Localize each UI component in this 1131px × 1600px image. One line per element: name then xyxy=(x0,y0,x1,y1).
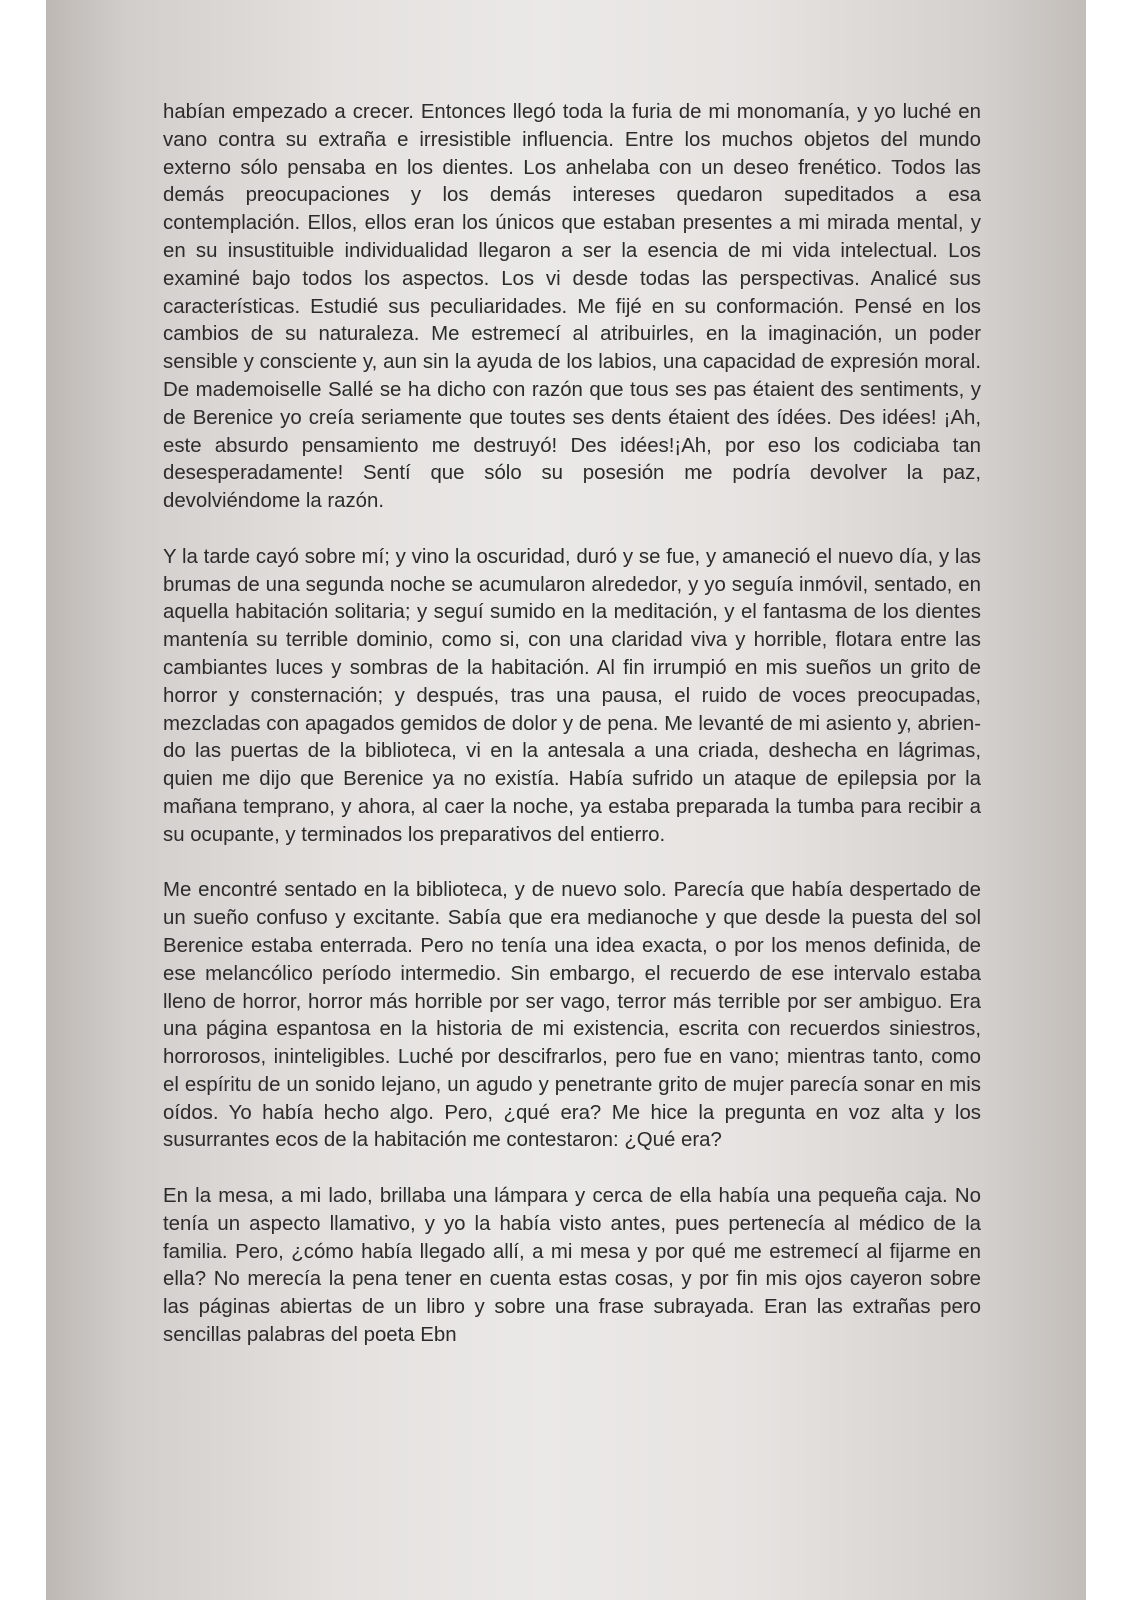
paragraph-3: Me encontré sentado en la biblioteca, y de nuevo solo. Parecía que había despertado de un sueño confuso y excitante. Sabía que era medianoche y que desde la puesta del sol Berenice estaba enterrada. Pero no tenía una idea exacta, o por los menos definida, de ese melancólico período intermedio. Sin embargo, el recuerdo de ese intervalo estaba lleno de horror, horror más horrible por ser vago, terror más terrible por ser ambiguo. Era una página espantosa en la historia de mi existencia, escrita con recuerdos siniestros, horrorosos, ininteligibles. Luché por descifrarlos, pero fue en vano; mientras tanto, como el espíritu de un sonido lejano, un agudo y penetrante grito de mujer parecía sonar en mis oídos. Yo había hecho algo. Pero, ¿qué era? Me hice la pregunta en voz alta y los susurrantes ecos de la habitación me contestaron: ¿Qué era? xyxy=(163,879,981,1152)
book-page xyxy=(46,0,1086,1600)
paragraph-1: habían empezado a crecer. Entonces llegó toda la furia de mi monomanía, y yo luché en vano contra su extraña e irresistible influencia. Entre los muchos objetos del mundo externo sólo pensaba en los dientes. Los anhelaba con un deseo frenético. Todos las demás preocupaciones y los demás intereses quedaron supeditados a esa contemplación. Ellos, ellos eran los únicos que estaban presentes a mi mirada mental, y en su insustituible individualidad llegaron a ser la esencia de mi vida intelectual. Los examiné bajo todos los aspectos. Los vi desde todas las perspectivas. Analicé sus características. Estudié sus peculiaridades. Me fijé en su conformación. Pensé en los cambios de su naturaleza. Me estremecí al atribuirles, en la imaginación, un poder sensible y consciente y, aun sin la ayuda de los labios, una capacidad de expresión moral. De mademoiselle Sallé se ha dicho con razón que tous ses pas étaient des sentiments, y de Berenice yo creía seriamente que toutes ses dents étaient des ídées. Des idées! ¡Ah, este absurdo pensamiento me destruyó! Des idées!¡Ah, por eso los codiciaba tan desesperadamente! Sentí que sólo su posesión me podría devolver la paz, devolviéndome la razón. xyxy=(163,101,981,513)
body-text xyxy=(163,99,981,1350)
paragraph-4: En la mesa, a mi lado, brillaba una lámpara y cerca de ella había una pequeña caja. No tenía un aspecto llamativo, y yo la había visto antes, pues pertenecía al médico de la familia. Pero, ¿cómo había llegado allí, a mi mesa y por qué me estremecí al fijarme en ella? No merecía la pena tener en cuenta estas cosas, y por fin mis ojos cayeron sobre las páginas abiertas de un libro y sobre una frase subrayada. Eran las extrañas pero sencillas palabras del poeta Ebn xyxy=(163,1185,981,1347)
paragraph-2: Y la tarde cayó sobre mí; y vino la oscuridad, duró y se fue, y amaneció el nuevo día, y las brumas de una segunda noche se acumularon alrededor, y yo seguía inmóvil, sentado, en aquella habitación solitaria; y seguí sumido en la meditación, y el fantasma de los dientes mantenía su terrible dominio, como si, con una claridad viva y horrible, flotara entre las cambiantes luces y sombras de la habitación. Al fin irrumpió en mis sueños un grito de horror y consternación; y después, tras una pausa, el ruido de voces preocupadas, mezcladas con apagados gemidos de dolor y de pena. Me levanté de mi asiento y, abriendo las puertas de la biblioteca, vi en la antesala a una criada, deshecha en lágrimas, quien me dijo que Berenice ya no existía. Había sufrido un ataque de epilepsia por la mañana temprano, y ahora, al caer la noche, ya estaba preparada la tumba para recibir a su ocupante, y terminados los preparativos del entierro. xyxy=(163,545,981,846)
